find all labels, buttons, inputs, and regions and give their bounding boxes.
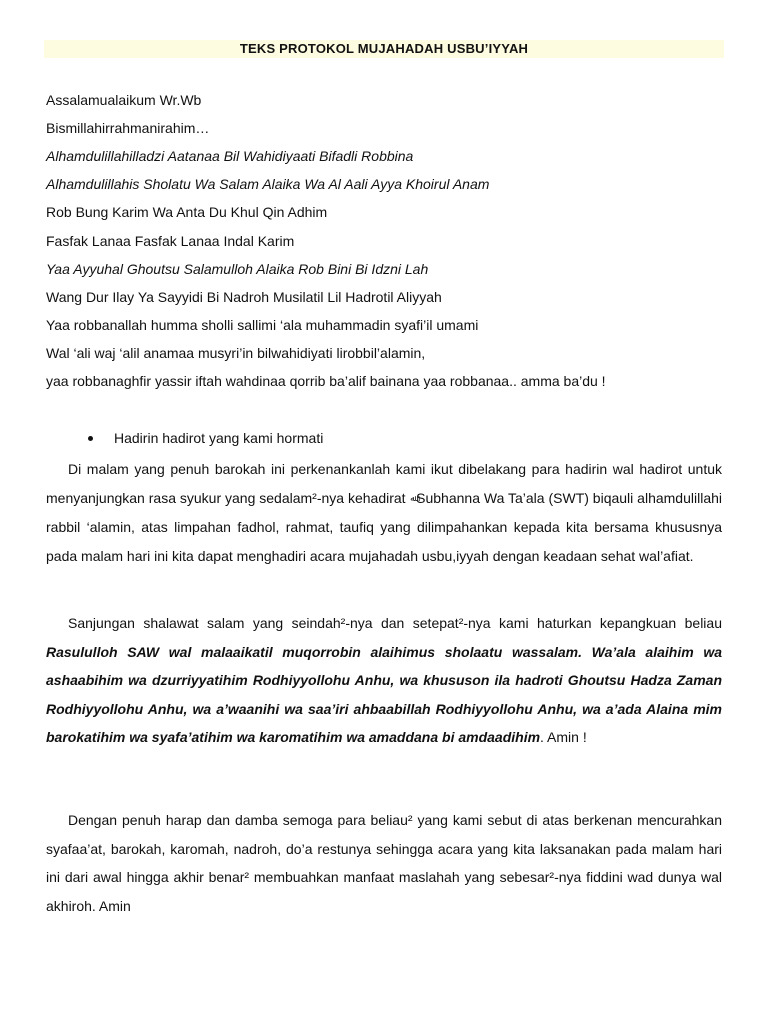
bullet-item: Hadirin hadirot yang kami hormati (114, 430, 324, 446)
paragraph-text: Di malam yang penuh barokah ini perkenankanlah kami ikut dibelakang para hadirin wal hadirot untuk menyanjungkan rasa syukur yang sedalam²-nya kehadirat (46, 461, 722, 506)
prayer-line: Fasfak Lanaa Fasfak Lanaa Indal Karim (46, 233, 295, 249)
greeting-line: Assalamualaikum Wr.Wb (46, 92, 202, 108)
paragraph-opening (46, 455, 722, 570)
paragraph-text: Subhanna Wa Ta’ala (SWT) biqauli alhamdulillahi rabbil ‘alamin, atas limpahan fadhol, rahmat, taufiq yang dilimpahankan kepada kita bersama khususnya pada malam hari ini kita dapat menghadiri acara mujahadah usbu,iyyah dengan keadaan sehat wal’afiat. (46, 489, 722, 564)
paragraph-text: Sanjungan shalawat salam yang seindah²-nya dan setepat²-nya kami haturkan kepangkuan beliau (68, 615, 722, 631)
prayer-line: Wang Dur Ilay Ya Sayyidi Bi Nadroh Musilatil Lil Hadrotil Aliyyah (46, 289, 442, 305)
document-title: TEKS PROTOKOL MUJAHADAH USBU’IYYAH (44, 40, 724, 58)
emphasized-text: Rasululloh SAW wal malaaikatil muqorrobin alaihimus sholaatu wassalam. Wa’ala alaihim wa ashaabihim wa dzurriyyatihim Rodhiyyollohu Anhu, wa khususon ila hadroti Ghoutsu Hadza Zaman Rodhiyyollohu Anhu, wa a’waanihi wa saa’iri ahbaabillah Rodhiyyollohu Anhu, wa a’ada Alaina mim barokatihim wa syafa’atihim wa karomatihim wa amaddana bi amdaadihim (46, 643, 722, 745)
paragraph-text: . Amin ! (540, 729, 587, 745)
prayer-line: Wal ‘ali waj ‘alil anamaa musyri’in bilwahidiyati lirobbil’alamin, (46, 345, 426, 361)
paragraph-shalawat (46, 609, 722, 752)
prayer-line: Alhamdulillahis Sholatu Wa Salam Alaika Wa Al Aali Ayya Khoirul Anam (46, 176, 490, 192)
prayer-line: Yaa Ayyuhal Ghoutsu Salamulloh Alaika Rob Bini Bi Idzni Lah (46, 261, 429, 277)
bullet-icon (88, 436, 93, 441)
paragraph-closing: Dengan penuh harap dan damba semoga para beliau² yang kami sebut di atas berkenan mencurahkan syafaa’at, barokah, karomah, nadroh, do’a restunya sehingga acara yang kita laksanakan pada malam hari ini dari awal hingga akhir benar² membuahkan manfaat maslahah yang sebesar²-nya fiddini wad dunya wal akhiroh. Amin (46, 812, 722, 914)
basmalah-line: Bismillahirrahmanirahim… (46, 120, 210, 136)
prayer-line: Yaa robbanallah humma sholli sallimi ‘ala muhammadin syafi’il umami (46, 317, 479, 333)
prayer-line: Alhamdulillahilladzi Aatanaa Bil Wahidiyaati Bifadli Robbina (46, 148, 414, 164)
prayer-line: yaa robbanaghfir yassir iftah wahdinaa qorrib ba’alif bainana yaa robbanaa.. amma ba’du ! (46, 373, 606, 389)
prayer-line: Rob Bung Karim Wa Anta Du Khul Qin Adhim (46, 204, 328, 220)
allah-script-icon: ﷲ (410, 493, 416, 503)
